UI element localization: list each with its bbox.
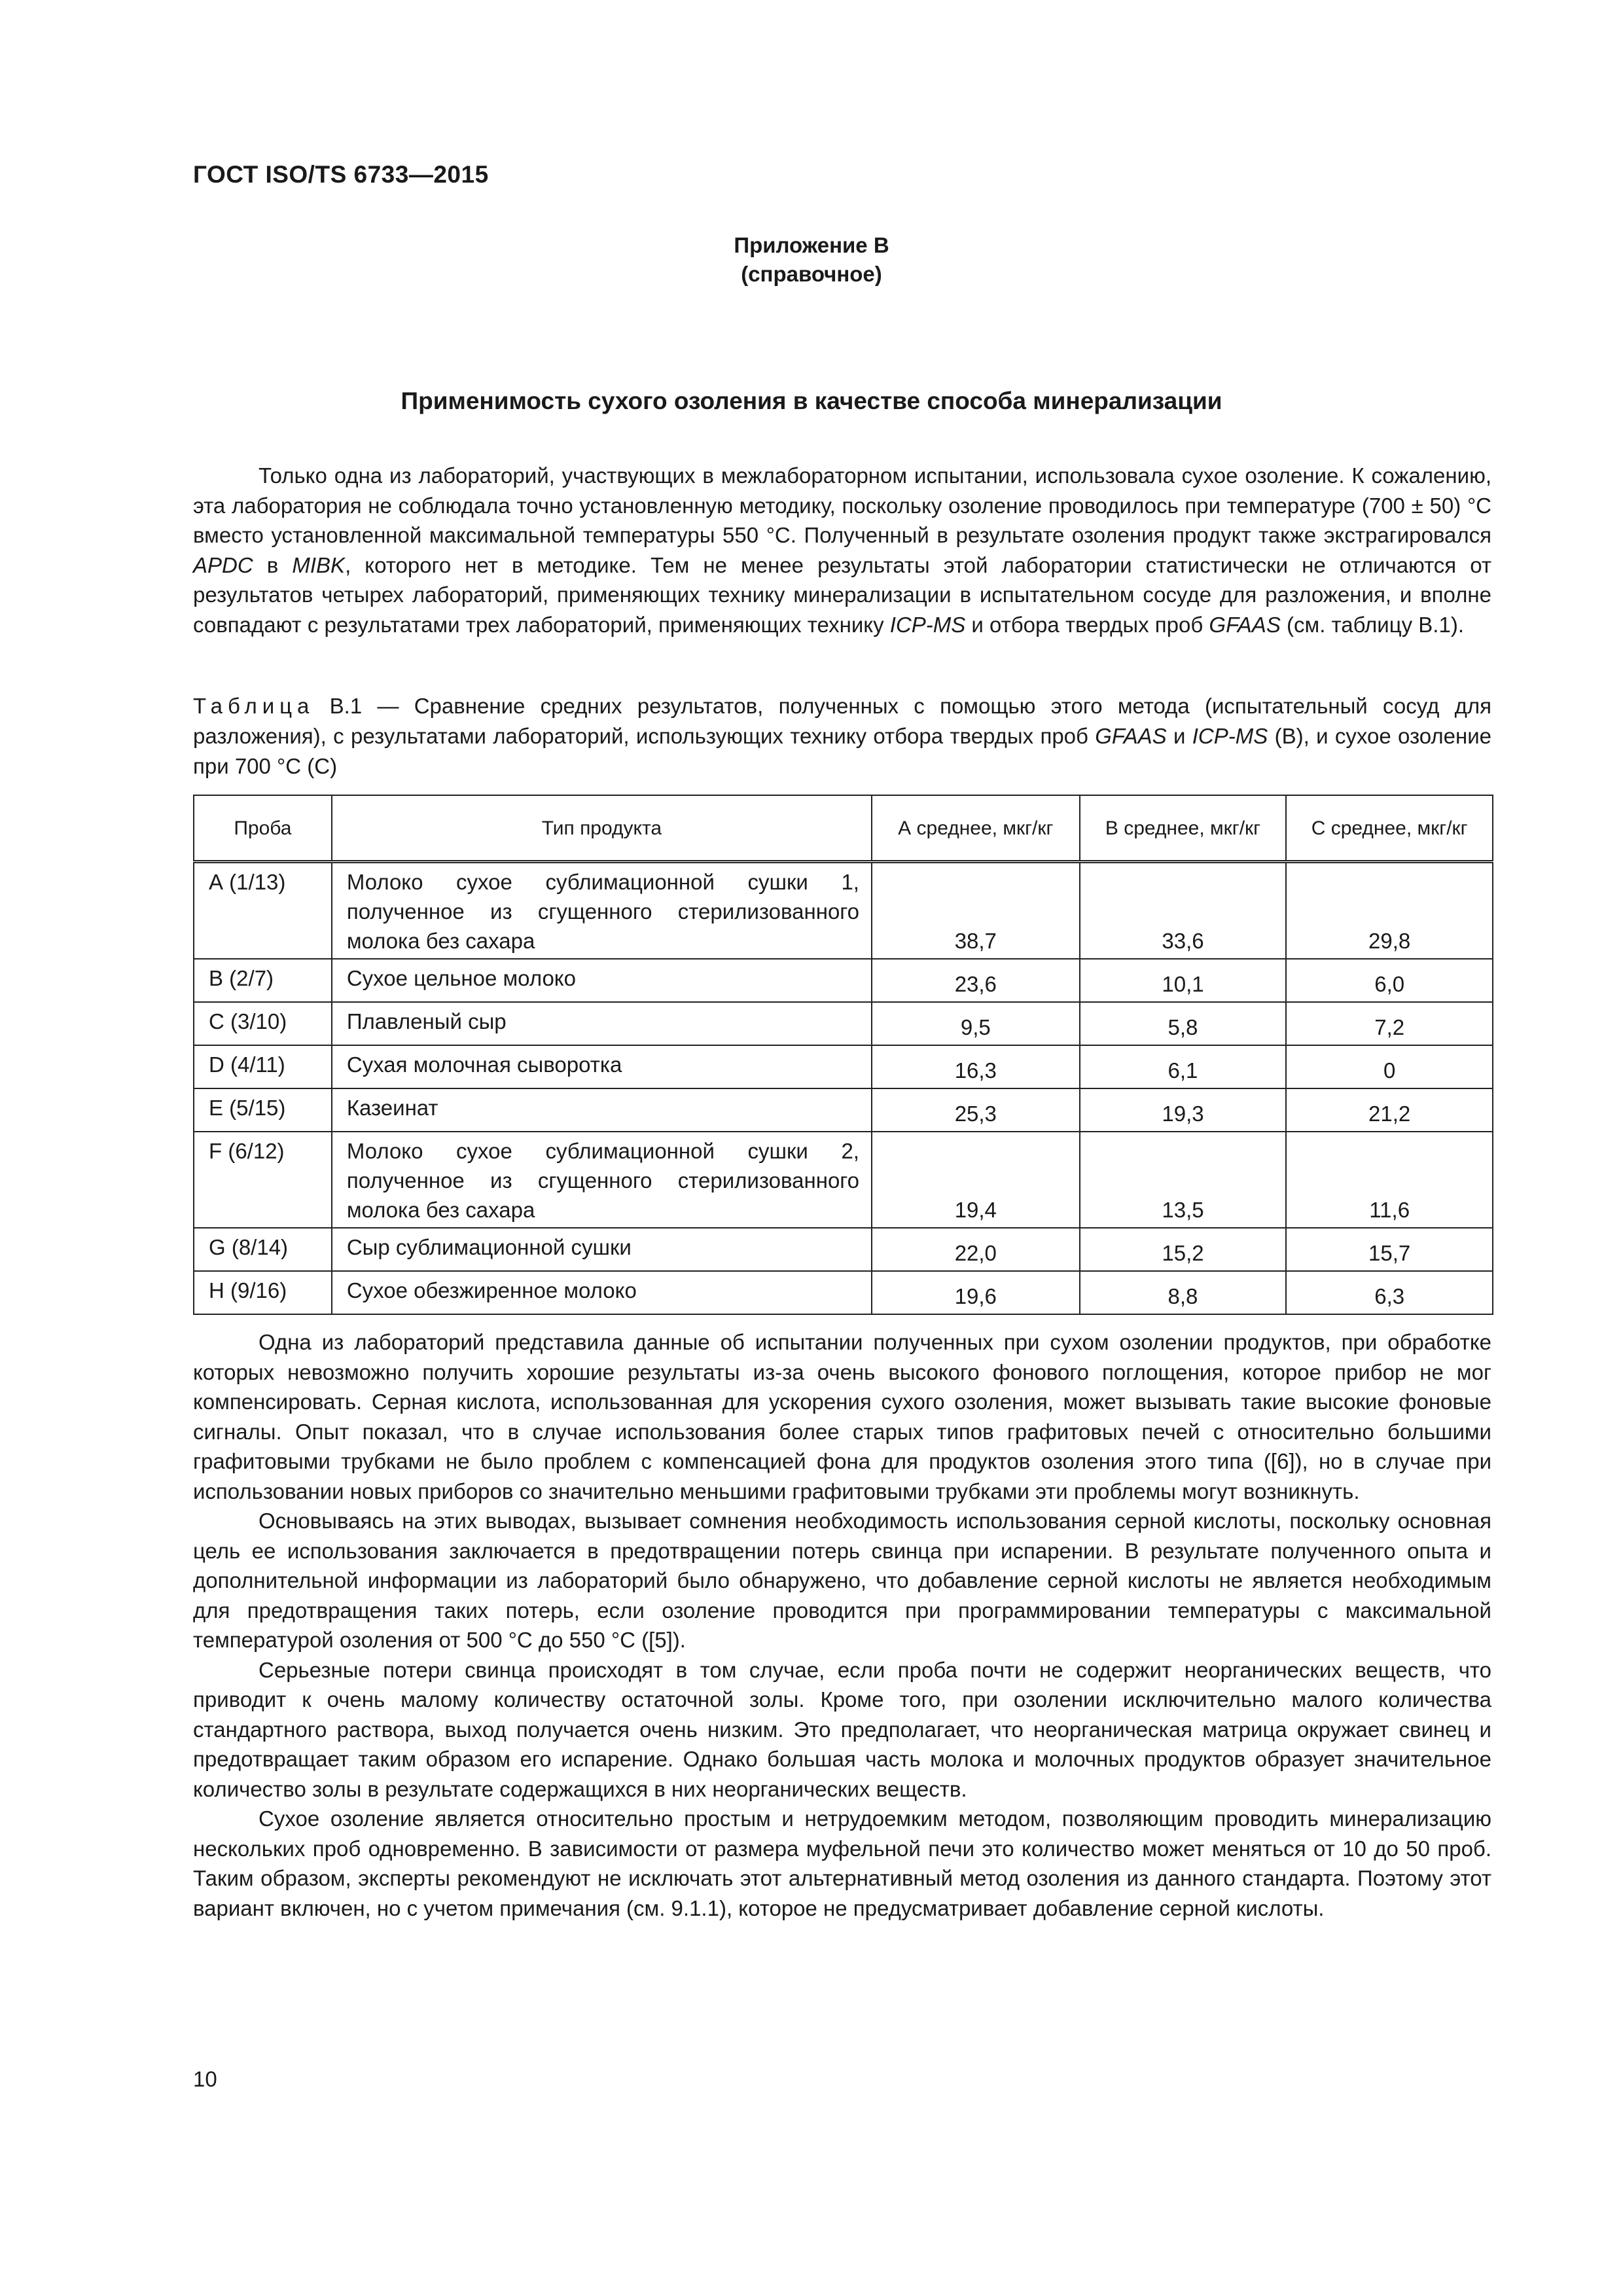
table-row (194, 1088, 1493, 1132)
table-row (194, 1228, 1493, 1271)
intro-paragraph (193, 461, 1491, 639)
table-caption (193, 691, 1491, 781)
cell-c-mean: 29,8 (1286, 862, 1493, 960)
term-gfaas: GFAAS (1095, 724, 1167, 748)
cell-b-mean: 19,3 (1080, 1088, 1287, 1132)
cell-a-mean: 25,3 (872, 1088, 1080, 1132)
results-table (193, 795, 1493, 1315)
cell-c-mean: 6,3 (1286, 1271, 1493, 1314)
cell-b-mean: 13,5 (1080, 1132, 1287, 1228)
text-run: и отбора твердых проб (965, 612, 1209, 637)
text-run: Только одна из лабораторий, участвующих в межлабораторном испытании, использовала сухое озоление. К сожалению, эта лаборатория не соблюдала точно установленную методику, поскольку озоление проводилось при температуре (700 ± 50) °С вместо установленной максимальной температуры 550 °С. Полученный в результате озоления продукт также экстрагировался (193, 463, 1491, 547)
cell-sample: В (2/7) (194, 959, 332, 1002)
appendix-label: Приложение В (734, 233, 889, 257)
cell-c-mean: 0 (1286, 1045, 1493, 1088)
cell-product: Сухое цельное молоко (332, 959, 872, 1002)
paragraph: Основываясь на этих выводах, вызывает сомнения необходимость использования серной кислоты, поскольку основная цель ее использования заключается в предотвращении потерь свинца при испарении. В результате полученного опыта и дополнительной информации из лабораторий было обнаружено, что добавление серной кислоты не является необходимым для предотвращения таких потерь, если озоление проводится при программировании температуры с максимальной температурой озоления от 500 °С до 550 °С ([5]). (193, 1509, 1491, 1652)
cell-c-mean: 7,2 (1286, 1002, 1493, 1045)
cell-product: Молоко сухое сублимационной сушки 1, полученное из сгущенного стерилизованного молока без сахара (332, 862, 872, 960)
cell-sample: Н (9/16) (194, 1271, 332, 1314)
table-row (194, 1002, 1493, 1045)
cell-product: Сухое обезжиренное молоко (332, 1271, 872, 1314)
table-row (194, 1271, 1493, 1314)
cell-a-mean: 19,4 (872, 1132, 1080, 1228)
term-gfaas: GFAAS (1209, 612, 1281, 637)
column-header-c-mean: С среднее, мкг/кг (1286, 795, 1493, 862)
cell-a-mean: 38,7 (872, 862, 1080, 960)
cell-b-mean: 15,2 (1080, 1228, 1287, 1271)
cell-product: Казеинат (332, 1088, 872, 1132)
text-run: (В), и сухое озоление при 700 °С (С) (193, 724, 1491, 778)
section-title: Применимость сухого озоления в качестве способа минерализации (401, 387, 1222, 414)
cell-c-mean: 21,2 (1286, 1088, 1493, 1132)
text-run: (см. таблицу В.1). (1280, 612, 1464, 637)
cell-a-mean: 16,3 (872, 1045, 1080, 1088)
cell-b-mean: 8,8 (1080, 1271, 1287, 1314)
paragraph: Одна из лабораторий представила данные об испытании полученных при сухом озолении продуктов, при обработке которых невозможно получить хорошие результаты из-за очень высокого фонового поглощения, которое прибор не мог компенсировать. Серная кислота, использованная для ускорения сухого озоления, может вызывать такие высокие фоновые сигналы. Опыт показал, что в случае использования более старых типов графитовых печей с относительно большими графитовыми трубками не было проблем с компенсацией фона для продуктов озоления этого типа ([6]), но в случае при использовании новых приборов со значительно меньшими графитовыми трубками эти проблемы могут возникнуть. (193, 1330, 1491, 1503)
cell-sample: G (8/14) (194, 1228, 332, 1271)
document-id: ГОСТ ISO/TS 6733—2015 (193, 161, 489, 188)
paragraph: Сухое озоление является относительно простым и нетрудоемким методом, позволяющим проводить минерализацию нескольких проб одновременно. В зависимости от размера муфельной печи это количество может меняться от 10 до 50 проб. Таким образом, эксперты рекомендуют не исключать этот альтернативный метод озоления из данного стандарта. Поэтому этот вариант включен, но с учетом примечания (см. 9.1.1), которое не предусматривает добавление серной кислоты. (193, 1806, 1491, 1920)
cell-b-mean: 10,1 (1080, 959, 1287, 1002)
cell-sample: F (6/12) (194, 1132, 332, 1228)
text-run: и (1166, 724, 1192, 748)
term-mibk: MIBK (292, 552, 346, 577)
table-row (194, 959, 1493, 1002)
page-number: 10 (193, 2067, 217, 2091)
cell-b-mean: 6,1 (1080, 1045, 1287, 1088)
column-header-a-mean: А среднее, мкг/кг (872, 795, 1080, 862)
text-run: в (253, 552, 293, 577)
cell-sample: С (3/10) (194, 1002, 332, 1045)
table-row (194, 1132, 1493, 1228)
body-text (193, 1327, 1491, 1923)
paragraph (193, 461, 1491, 639)
cell-b-mean: 33,6 (1080, 862, 1287, 960)
term-icp-ms: ICP-MS (889, 612, 966, 637)
term-apdc: APDC (193, 552, 253, 577)
cell-product: Сухая молочная сыворотка (332, 1045, 872, 1088)
text-run: , которого нет в методике. Тем не менее результаты этой лаборатории статистически не отличаются от результатов четырех лабораторий, применяющих технику минерализации в испытательном сосуде для разложения, и вполне совпадают с результатами трех лабораторий, применяющих технику (193, 552, 1491, 637)
paragraph: Серьезные потери свинца происходят в том случае, если проба почти не содержит неорганических веществ, что приводит к очень малому количеству остаточной золы. Кроме того, при озолении исключительно малого количества стандартного раствора, выход получается очень низким. Это предполагает, что неорганическая матрица окружает свинец и предотвращает таким образом его испарение. Однако большая часть молока и молочных продуктов образует значительное количество золы в результате содержащихся в них неорганических веществ. (193, 1657, 1491, 1801)
cell-a-mean: 19,6 (872, 1271, 1080, 1314)
table-header-row (194, 795, 1493, 862)
cell-a-mean: 9,5 (872, 1002, 1080, 1045)
cell-a-mean: 22,0 (872, 1228, 1080, 1271)
table-row (194, 1045, 1493, 1088)
column-header-b-mean: В среднее, мкг/кг (1080, 795, 1287, 862)
cell-product: Плавленый сыр (332, 1002, 872, 1045)
cell-c-mean: 11,6 (1286, 1132, 1493, 1228)
cell-sample: А (1/13) (194, 862, 332, 960)
cell-product: Сыр сублимационной сушки (332, 1228, 872, 1271)
table-caption-word: Таблица (193, 694, 315, 718)
cell-c-mean: 15,7 (1286, 1228, 1493, 1271)
text-run: В.1 — Сравнение средних результатов, полученных с помощью этого метода (испытательный сосуд для разложения), с результатами лабораторий, использующих технику отбора твердых проб (193, 694, 1491, 748)
column-header-sample: Проба (194, 795, 332, 862)
cell-a-mean: 23,6 (872, 959, 1080, 1002)
cell-product: Молоко сухое сублимационной сушки 2, полученное из сгущенного стерилизованного молока без сахара (332, 1132, 872, 1228)
table-row (194, 862, 1493, 960)
cell-b-mean: 5,8 (1080, 1002, 1287, 1045)
cell-sample: Е (5/15) (194, 1088, 332, 1132)
cell-sample: D (4/11) (194, 1045, 332, 1088)
appendix-type: (справочное) (741, 262, 882, 286)
cell-c-mean: 6,0 (1286, 959, 1493, 1002)
column-header-product: Тип продукта (332, 795, 872, 862)
term-icp-ms: ICP-MS (1192, 724, 1268, 748)
